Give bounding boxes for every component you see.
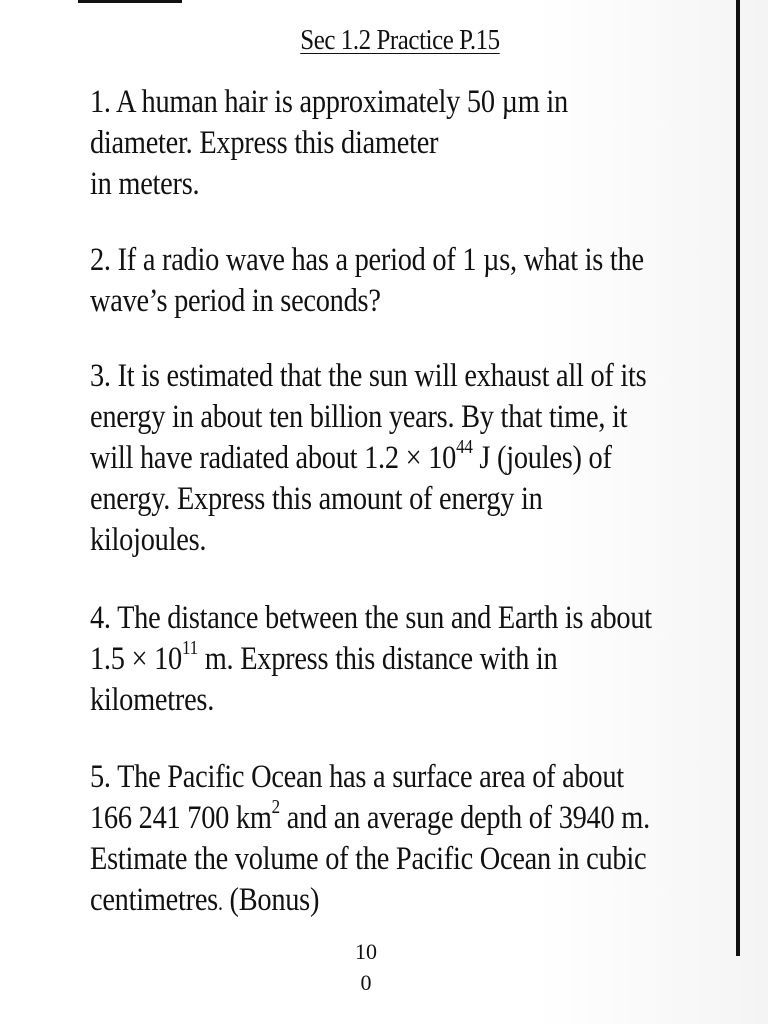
bonus-label: (Bonus) — [222, 882, 320, 918]
page-number-line-2: 0 — [360, 970, 372, 995]
question-2-line-2: wave’s period in seconds? — [90, 283, 381, 319]
question-4-line-1: 4. The distance between the sun and Earth is about — [90, 600, 652, 636]
question-4-line-3: kilometres. — [90, 682, 215, 718]
question-3 — [90, 356, 705, 561]
question-4-line-2-text: 1.5 × 10 — [90, 641, 182, 677]
top-rule — [78, 0, 182, 3]
question-1-line-3: in meters. — [90, 166, 200, 202]
question-5-line-2-text: 166 241 700 km — [90, 800, 272, 836]
question-5-line-3: Estimate the volume of the Pacific Ocean in cubic — [90, 841, 647, 877]
question-5-line-4-period: . — [217, 889, 223, 915]
question-3-line-2: energy in about ten billion years. By that time, it — [90, 399, 628, 435]
question-2-line-1: 2. If a radio wave has a period of 1 µs, what is the — [90, 242, 644, 278]
question-5-line-4-text: centimetres — [90, 882, 218, 918]
question-5-line-2 — [90, 798, 705, 839]
question-3-line-5: kilojoules. — [90, 522, 207, 558]
question-1-line-2: diameter. Express this diameter — [90, 125, 439, 161]
question-3-line-3 — [90, 438, 705, 479]
right-margin-rule — [736, 0, 740, 956]
exponent-44: 44 — [456, 436, 473, 459]
question-3-line-4: energy. Express this amount of energy in — [90, 481, 543, 517]
question-4-line-2-unit: m. Express this distance with in — [197, 641, 558, 677]
page-number-line-1: 10 — [355, 939, 377, 964]
question-5-line-4 — [90, 880, 705, 923]
question-3-line-3-unit: J (joules) of — [472, 440, 612, 476]
question-3-line-1: 3. It is estimated that the sun will exhaust all of its — [90, 358, 647, 394]
question-1-line-1: 1. A human hair is approximately 50 µm in — [90, 84, 568, 120]
question-3-line-3-text: will have radiated about 1.2 × 10 — [90, 440, 457, 476]
question-5-line-2-rest: and an average depth of 3940 m. — [279, 800, 650, 836]
question-1 — [90, 82, 705, 205]
exponent-11: 11 — [181, 637, 198, 660]
question-4-line-2 — [90, 639, 705, 680]
exponent-2: 2 — [271, 796, 280, 819]
page-title: Sec 1.2 Practice P.15 — [300, 24, 500, 56]
question-5 — [90, 757, 705, 923]
page-number — [346, 936, 386, 998]
question-2 — [90, 240, 705, 322]
question-5-line-1: 5. The Pacific Ocean has a surface area of about — [90, 759, 624, 795]
question-4 — [90, 598, 705, 721]
